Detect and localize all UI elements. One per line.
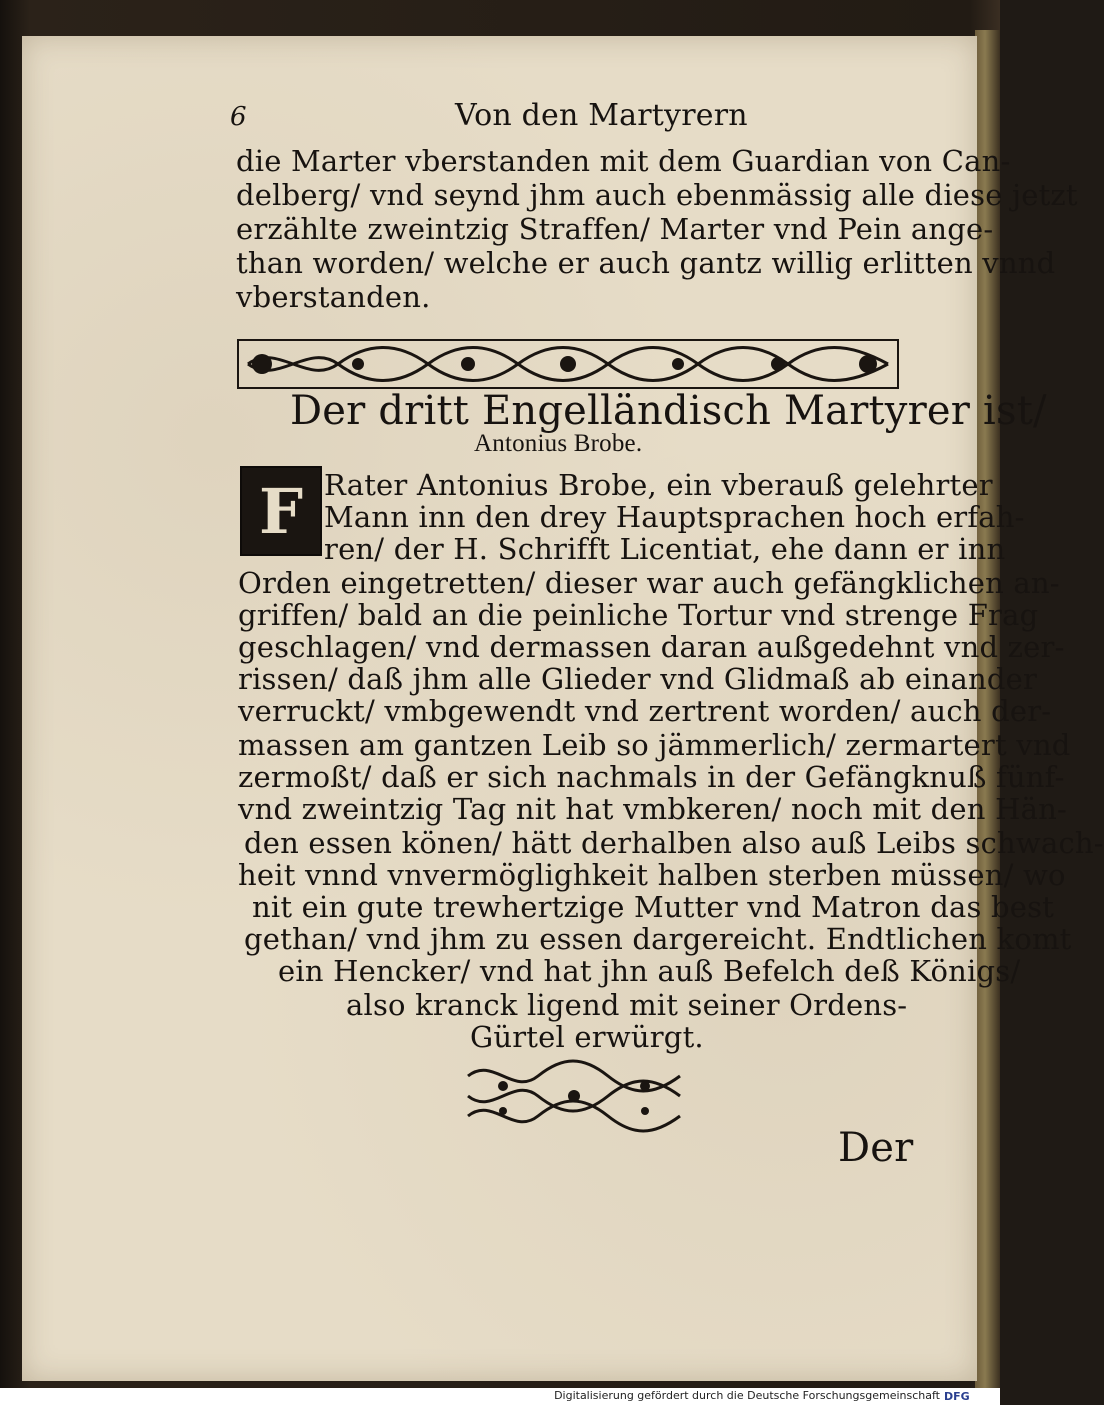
opening-line-4: than worden/ welche er auch gantz willig erlitten vnnd xyxy=(236,246,1056,280)
section-subtitle: Antonius Brobe. xyxy=(474,430,643,457)
main-line-13: heit vnnd vnvermöglighkeit halben sterben müssen/ wo xyxy=(238,858,1066,892)
section-title: Der dritt Engelländisch Martyrer ist/ xyxy=(290,388,1047,434)
main-line-5: griffen/ bald an die peinliche Tortur vnd strenge Frag xyxy=(238,598,1039,632)
main-line-6: geschlagen/ vnd dermassen daran außgedehnt vnd zer- xyxy=(238,630,1065,664)
main-line-2: Mann inn den drey Hauptsprachen hoch erfah- xyxy=(324,500,1025,534)
funding-note: Digitalisierung gefördert durch die Deutsche Forschungsgemeinschaft xyxy=(554,1389,940,1402)
tailpiece-ornament-icon xyxy=(463,1056,685,1136)
main-line-1: Rater Antonius Brobe, ein vberauß gelehrter xyxy=(324,468,993,502)
main-line-3: ren/ der H. Schrifft Licentiat, ehe dann er inn xyxy=(324,532,1006,566)
main-line-14: nit ein gute trewhertzige Mutter vnd Matron das best xyxy=(252,890,1055,924)
opening-line-1: die Marter vberstanden mit dem Guardian von Can- xyxy=(236,144,1011,178)
main-line-7: rissen/ daß jhm alle Glieder vnd Glidmaß ab einander xyxy=(238,662,1038,696)
catchword: Der xyxy=(838,1125,914,1171)
ornament-band-icon xyxy=(238,338,898,390)
page-number: 6 xyxy=(230,102,247,132)
main-line-4: Orden eingetretten/ dieser war auch gefängklichen an- xyxy=(238,566,1060,600)
main-line-11: vnd zweintzig Tag nit hat vmbkeren/ noch mit den Hän- xyxy=(238,792,1067,826)
running-head: Von den Martyrern xyxy=(455,98,748,133)
main-line-18: Gürtel erwürgt. xyxy=(470,1020,704,1054)
opening-line-3: erzählte zweintzig Straffen/ Marter vnd Pein ange- xyxy=(236,212,994,246)
main-line-12: den essen könen/ hätt derhalben also auß Leibs schwach- xyxy=(244,826,1104,860)
opening-line-2: delberg/ vnd seynd jhm auch ebenmässig alle diese jetzt xyxy=(236,178,1078,212)
main-line-15: gethan/ vnd jhm zu essen dargereicht. Endtlichen komt xyxy=(244,922,1072,956)
dfg-logo-icon: DFG xyxy=(944,1390,970,1403)
opening-line-5: vberstanden. xyxy=(236,280,431,314)
main-line-8: verruckt/ vmbgewendt vnd zertrent worden/ auch der- xyxy=(238,694,1052,728)
main-line-17: also kranck ligend mit seiner Ordens- xyxy=(346,988,908,1022)
decorated-initial xyxy=(240,466,322,556)
main-line-9: massen am gantzen Leib so jämmerlich/ zermartert vnd xyxy=(238,728,1071,762)
drop-cap-letter: F xyxy=(258,474,304,548)
main-line-10: zermoßt/ daß er sich nachmals in der Gefängknuß fünf- xyxy=(238,760,1065,794)
main-line-16: ein Hencker/ vnd hat jhn auß Befelch deß Königs/ xyxy=(278,954,1021,988)
